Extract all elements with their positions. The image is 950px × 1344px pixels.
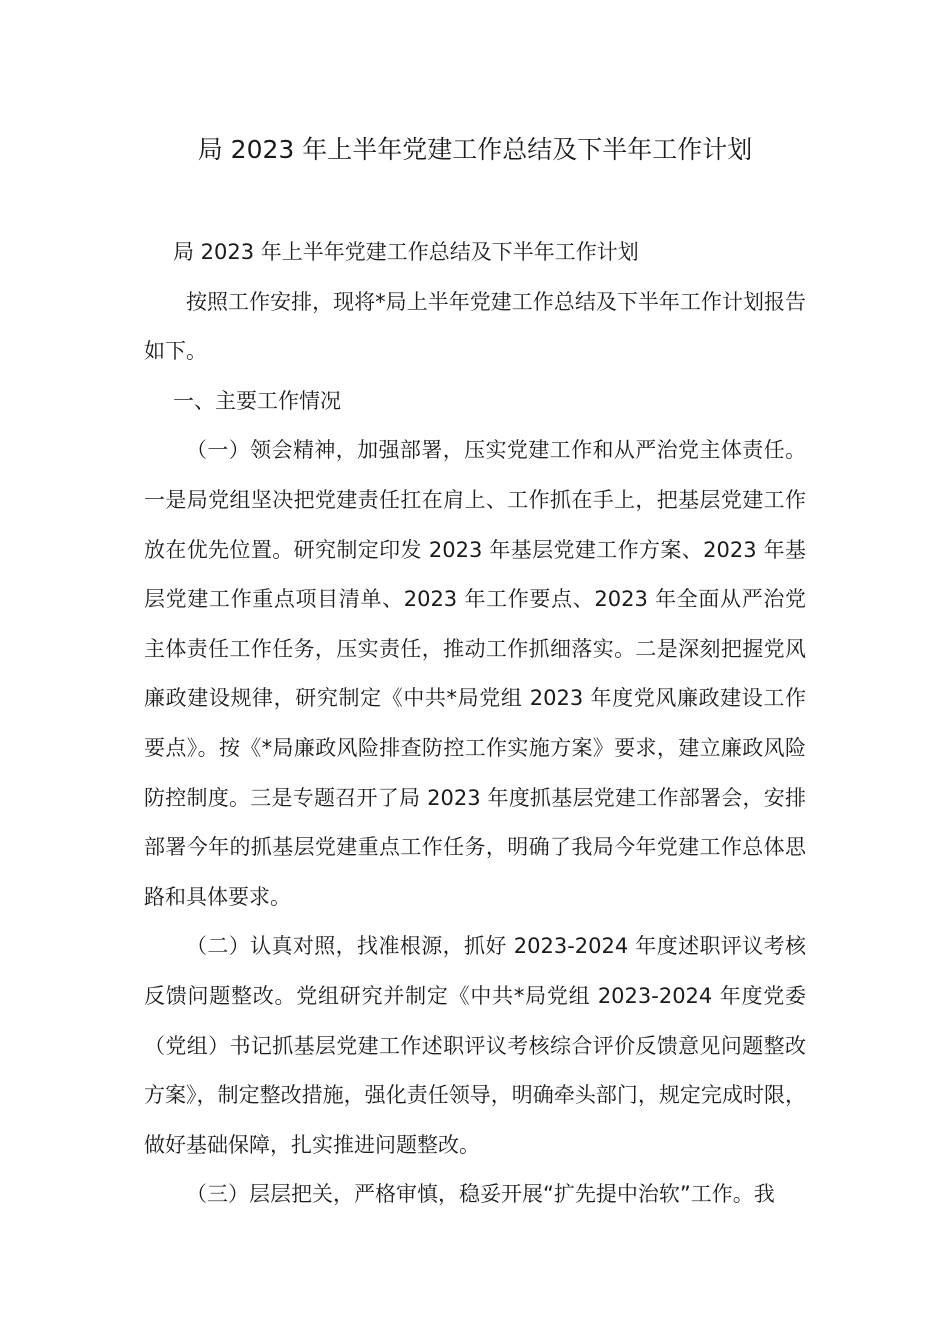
document-subtitle: 局 2023 年上半年党建工作总结及下半年工作计划 (173, 240, 639, 264)
document-title: 局 2023 年上半年党建工作总结及下半年工作计划 (197, 135, 753, 164)
paragraph-item-1: （一）领会精神，加强部署，压实党建工作和从严治党主体责任。一是局党组坚决把党建责任扛在肩上、工作抓在手上，把基层党建工作放在优先位置。研究制定印发 2023 年基层党建工作方案、2023 年基层党建工作重点项目清单、2023 年工作要点、2023 年全面从严治党主体责任工作任务，压实责任，推动工作抓细落实。二是深刻把握党风廉政建设规律，研究制定《中共*局党组 2023 年度党风廉政建设工作要点》。按《*局廉政风险排查防控工作实施方案》要求，建立廉政风险防控制度。三是专题召开了局 2023 年度抓基层党建工作部署会，安排部署今年的抓基层党建重点工作任务，明确了我局今年党建工作总体思路和具体要求。 (144, 438, 806, 909)
document-body (144, 228, 806, 1220)
intro-paragraph: 按照工作安排，现将*局上半年党建工作总结及下半年工作计划报告如下。 (144, 289, 806, 364)
section-heading-main-work: 一、主要工作情况 (173, 388, 341, 413)
paragraph-item-2: （二）认真对照，找准根源，抓好 2023-2024 年度述职评议考核反馈问题整改。党组研究并制定《中共*局党组 2023-2024 年度党委（党组）书记抓基层党建工作述职评议考核综合评价反馈意见问题整改方案》，制定整改措施，强化责任领导，明确牵头部门，规定完成时限，做好基础保障，扎实推进问题整改。 (144, 934, 806, 1157)
paragraph-item-3: （三）层层把关，严格审慎，稳妥开展“扩先提中治软”工作。我 (186, 1182, 775, 1207)
